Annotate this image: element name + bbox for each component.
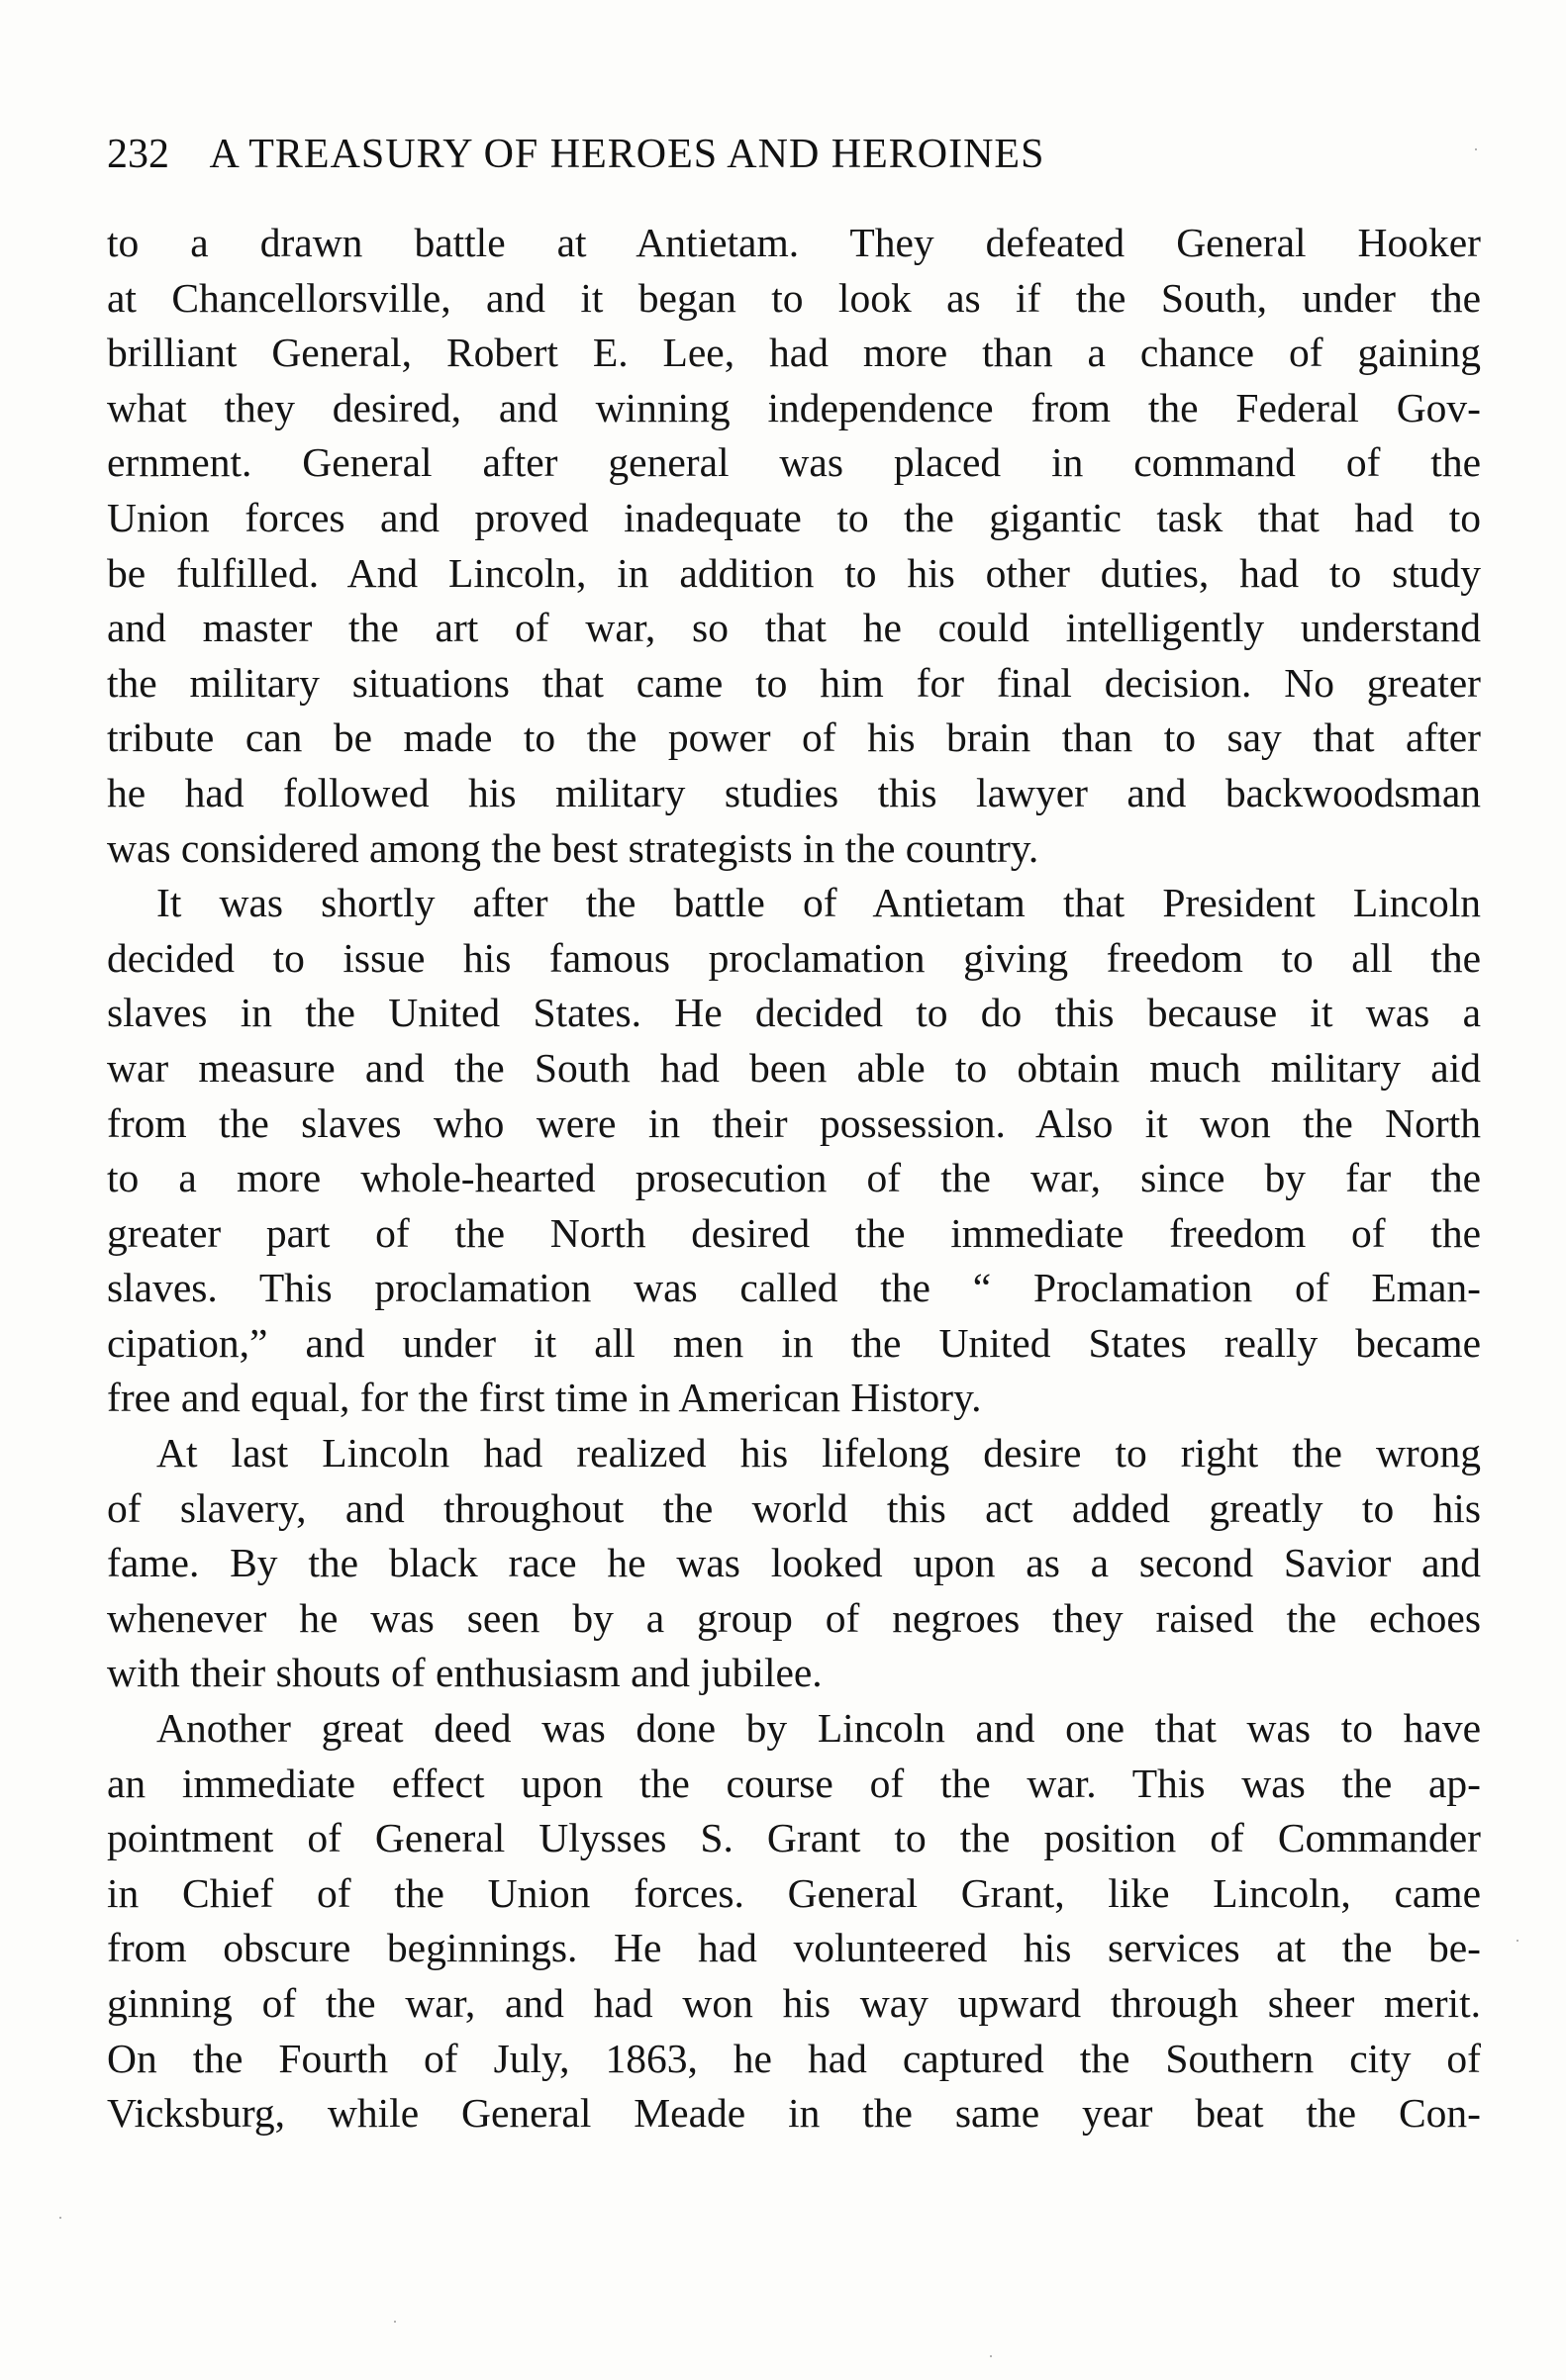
text-line: in Chief of the Union forces. General Grant, like Lincoln, came bbox=[107, 1869, 1481, 1916]
paragraph-4 bbox=[107, 1701, 1481, 2142]
paragraph-2 bbox=[107, 876, 1481, 1426]
paragraph-1 bbox=[107, 216, 1481, 876]
text-line: Another great deed was done by Lincoln and one that was to have bbox=[156, 1705, 1481, 1752]
scan-speck bbox=[1517, 1940, 1518, 1942]
text-line: and master the art of war, so that he could intelligently understand bbox=[107, 605, 1481, 651]
text-line: the military situations that came to him for final decision. No greater bbox=[107, 659, 1481, 706]
scan-speck bbox=[394, 2321, 396, 2323]
paragraph-3 bbox=[107, 1426, 1481, 1701]
text-line: ernment. General after general was placed in command of the bbox=[107, 439, 1481, 486]
text-line: slaves. This proclamation was called the “ Proclamation of Eman- bbox=[107, 1265, 1481, 1311]
scan-speck bbox=[59, 2217, 61, 2219]
text-line: free and equal, for the first time in American History. bbox=[107, 1375, 982, 1421]
text-line: pointment of General Ulysses S. Grant to the position of Commander bbox=[107, 1815, 1481, 1861]
text-line: Vicksburg, while General Meade in the same year beat the Con- bbox=[107, 2090, 1481, 2137]
page-number: 232 bbox=[107, 132, 169, 177]
text-line: with their shouts of enthusiasm and jubilee. bbox=[107, 1650, 823, 1696]
text-line: greater part of the North desired the immediate freedom of the bbox=[107, 1209, 1481, 1256]
text-line: from obscure beginnings. He had volunteered his services at the be- bbox=[107, 1925, 1481, 1971]
text-line: from the slaves who were in their possession. Also it won the North bbox=[107, 1099, 1481, 1146]
text-line: to a drawn battle at Antietam. They defeated General Hooker bbox=[107, 220, 1481, 265]
text-line: what they desired, and winning independence from the Federal Gov- bbox=[107, 384, 1481, 430]
text-line: tribute can be made to the power of his brain than to say that after bbox=[107, 714, 1481, 761]
text-line: slaves in the United States. He decided to do this because it was a bbox=[107, 990, 1481, 1036]
text-line: fame. By the black race he was looked upon as a second Savior and bbox=[107, 1540, 1481, 1586]
text-line: ginning of the war, and had won his way upward through sheer merit. bbox=[107, 1980, 1481, 2026]
text-line: to a more whole-hearted prosecution of the war, since by far the bbox=[107, 1155, 1481, 1201]
text-line: decided to issue his famous proclamation giving freedom to all the bbox=[107, 934, 1481, 981]
text-line: cipation,” and under it all men in the United States really became bbox=[107, 1319, 1481, 1366]
text-line: On the Fourth of July, 1863, he had captured the Southern city of bbox=[107, 2035, 1481, 2081]
scan-speck bbox=[1475, 148, 1477, 150]
body-text bbox=[107, 216, 1481, 2142]
text-line: whenever he was seen by a group of negroes they raised the echoes bbox=[107, 1594, 1481, 1641]
text-line: was considered among the best strategists in the country. bbox=[107, 824, 1039, 871]
text-line: brilliant General, Robert E. Lee, had more than a chance of gaining bbox=[107, 330, 1481, 376]
text-line: of slavery, and throughout the world this act added greatly to his bbox=[107, 1484, 1481, 1531]
running-title: A TREASURY OF HEROES AND HEROINES bbox=[209, 132, 1045, 177]
text-line: At last Lincoln had realized his lifelong desire to right the wrong bbox=[156, 1430, 1481, 1476]
text-line: war measure and the South had been able to obtain much military aid bbox=[107, 1044, 1481, 1091]
text-line: he had followed his military studies this lawyer and backwoodsman bbox=[107, 769, 1481, 815]
scan-speck bbox=[990, 2355, 992, 2357]
text-line: Union forces and proved inadequate to the gigantic task that had to bbox=[107, 494, 1481, 540]
text-line: be fulfilled. And Lincoln, in addition to his other duties, had to study bbox=[107, 549, 1481, 596]
text-line: at Chancellorsville, and it began to look as if the South, under the bbox=[107, 274, 1481, 321]
text-line: an immediate effect upon the course of the war. This was the ap- bbox=[107, 1760, 1481, 1806]
running-head bbox=[107, 125, 1493, 184]
text-line: It was shortly after the battle of Antietam that President Lincoln bbox=[156, 880, 1481, 926]
